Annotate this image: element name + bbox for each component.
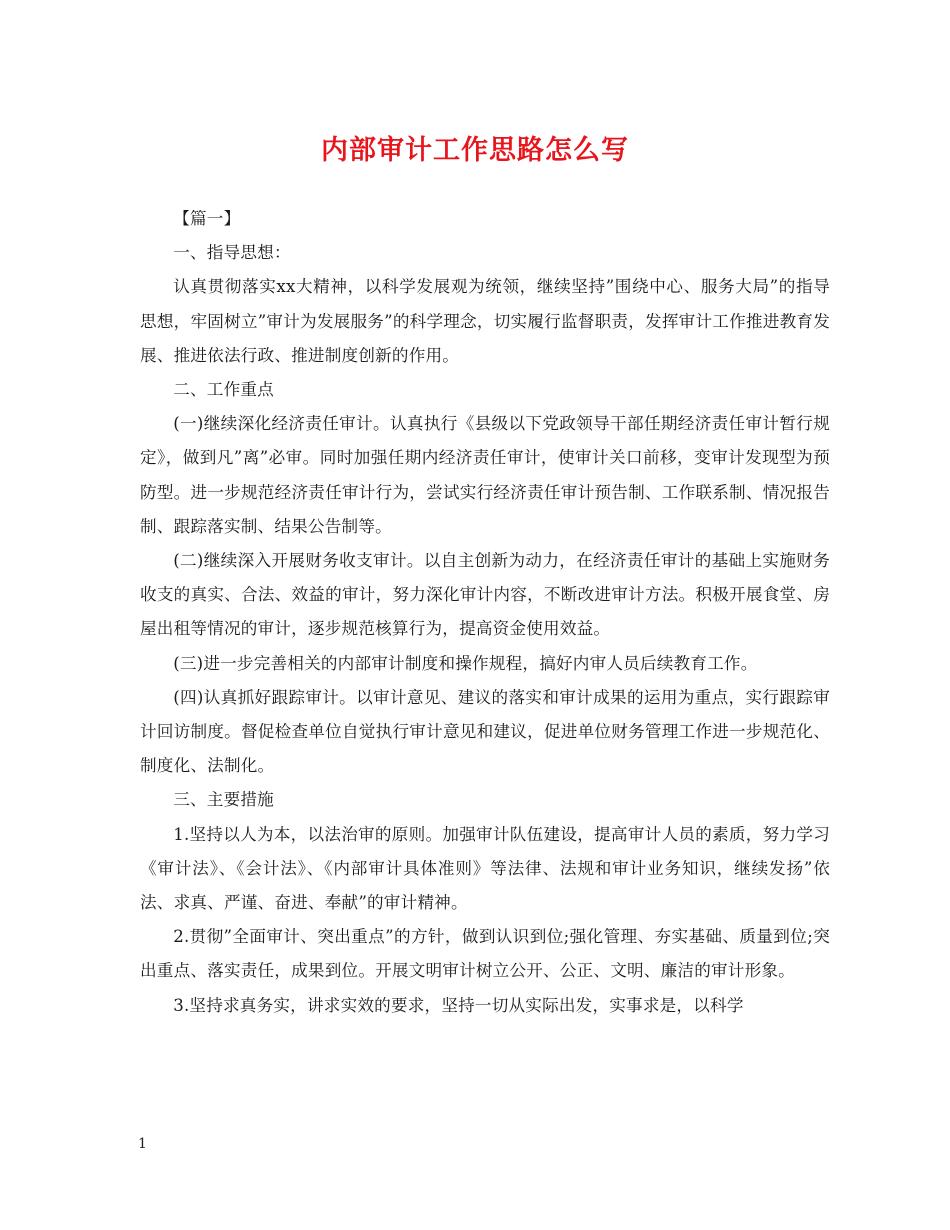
document-body	[140, 202, 830, 1023]
page-number: 1	[138, 1136, 147, 1152]
document-title: 内部审计工作思路怎么写	[321, 135, 629, 166]
paragraph-internal-audit-system: (三)进一步完善相关的内部审计制度和操作规程，搞好内审人员后续教育工作。	[173, 653, 758, 673]
paragraph-financial-audit: (二)继续深入开展财务收支审计。以自主创新为动力，在经济责任审计的基础上实施财务收支的真实、合法、效益的审计，努力深化审计内容，不断改进审计方法。积极开展食堂、房屋出租等情况的审计，逐步规范核算行为，提高资金使用效益。	[140, 551, 830, 639]
paragraph-follow-up-audit: (四)认真抓好跟踪审计。以审计意见、建议的落实和审计成果的运用为重点，实行跟踪审计回访制度。督促检查单位自觉执行审计意见和建议，促进单位财务管理工作进一步规范化、制度化、法制化。	[140, 687, 830, 776]
heading-main-measures: 三、主要措施	[173, 790, 274, 810]
heading-work-focus: 二、工作重点	[173, 380, 274, 400]
paragraph-measure-3: 3.坚持求真务实，讲求实效的要求，坚持一切从实际出发，实事求是，以科学	[173, 995, 744, 1015]
paragraph-measure-1: 1.坚持以人为本，以法治审的原则。加强审计队伍建设，提高审计人员的素质，努力学习《审计法》、《会计法》、《内部审计具体准则》等法律、法规和审计业务知识，继续发扬”依法、求真、严谨、奋进、奉献”的审计精神。	[140, 824, 830, 913]
section-marker: 【篇一】	[173, 209, 241, 228]
paragraph-guiding-ideology: 认真贯彻落实xx大精神，以科学发展观为统领，继续坚持”围绕中心、服务大局”的指导思想，牢固树立”审计为发展服务”的科学理念，切实履行监督职责，发挥审计工作推进教育发展、推进依法行政、推进制度创新的作用。	[140, 277, 830, 365]
heading-guiding-ideology: 一、指导思想：	[173, 243, 291, 263]
paragraph-measure-2: 2.贯彻”全面审计、突出重点”的方针，做到认识到位;强化管理、夯实基础、质量到位;突出重点、落实责任，成果到位。开展文明审计树立公开、公正、文明、廉洁的审计形象。	[140, 927, 830, 981]
paragraph-economic-responsibility-audit: (一)继续深化经济责任审计。认真执行《县级以下党政领导干部任期经济责任审计暂行规定》，做到凡”离”必审。同时加强任期内经济责任审计，使审计关口前移，变审计发现型为预防型。进一步规范经济责任审计行为，尝试实行经济责任审计预告制、工作联系制、情况报告制、跟踪落实制、结果公告制等。	[140, 414, 830, 536]
